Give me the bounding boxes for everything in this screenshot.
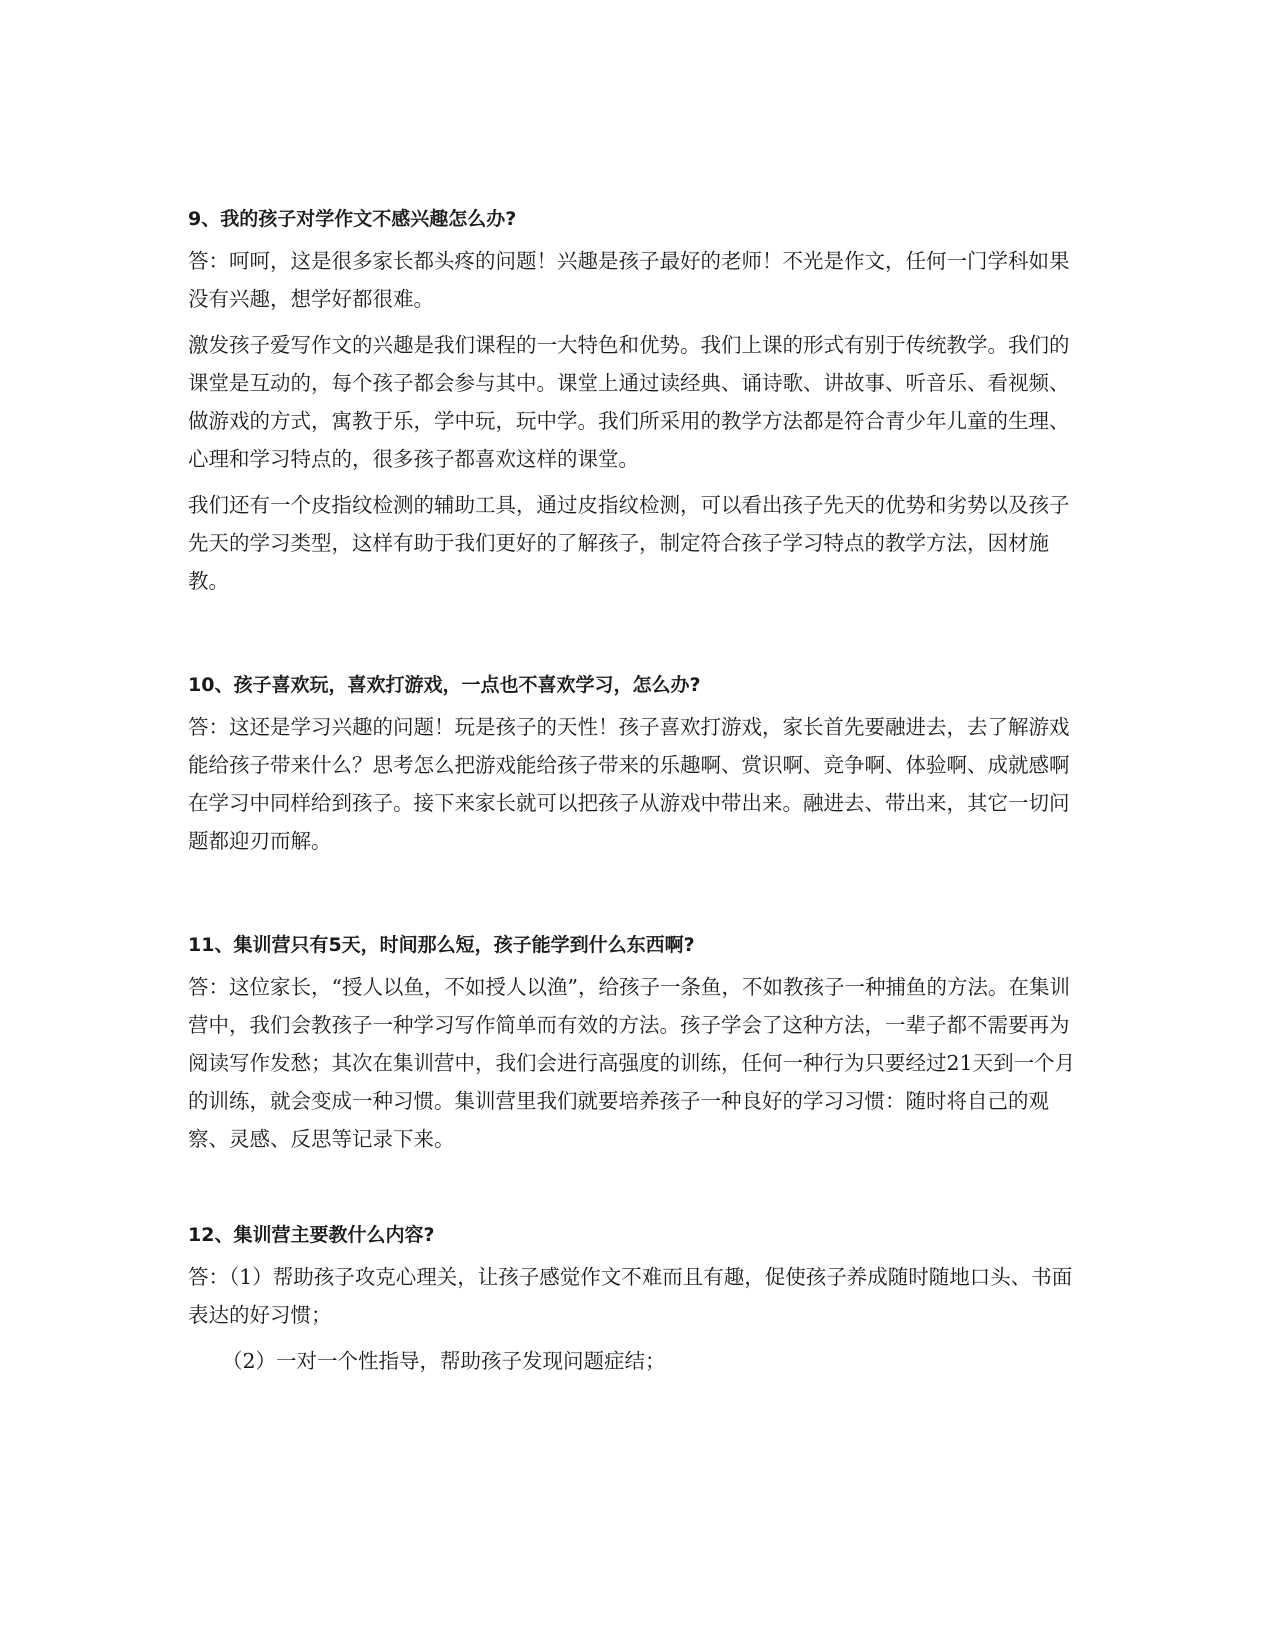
answer-paragraph: 答：这还是学习兴趣的问题！玩是孩子的天性！孩子喜欢打游戏，家长首先要融进去，去了解游戏能给孩子带来什么？思考怎么把游戏能给孩子带来的乐趣啊、赏识啊、竞争啊、体验啊、成就感啊在学习中同样给到孩子。接下来家长就可以把孩子从游戏中带出来。融进去、带出来，其它一切问题都迎刃而解。 [188, 715, 1070, 853]
question-heading: 9、我的孩子对学作文不感兴趣怎么办? [188, 208, 517, 230]
qa-section-11 [188, 926, 1088, 1158]
section-spacer [188, 868, 1088, 926]
question-heading: 11、集训营只有5天，时间那么短，孩子能学到什么东西啊? [188, 934, 695, 956]
answer-paragraph: 我们还有一个皮指纹检测的辅助工具，通过皮指纹检测，可以看出孩子先天的优势和劣势以及孩子先天的学习类型，这样有助于我们更好的了解孩子，制定符合孩子学习特点的教学方法，因材施教。 [188, 493, 1070, 593]
qa-section-10 [188, 666, 1088, 860]
answer-paragraph: 激发孩子爱写作文的兴趣是我们课程的一大特色和优势。我们上课的形式有别于传统教学。我们的课堂是互动的，每个孩子都会参与其中。课堂上通过读经典、诵诗歌、讲故事、听音乐、看视频、做游戏的方式，寓教于乐，学中玩，玩中学。我们所采用的教学方法都是符合青少年儿童的生理、心理和学习特点的，很多孩子都喜欢这样的课堂。 [188, 333, 1070, 471]
qa-section-9 [188, 200, 1088, 600]
qa-section-12 [188, 1216, 1088, 1380]
answer-paragraph: 答：（1）帮助孩子攻克心理关，让孩子感觉作文不难而且有趣，促使孩子养成随时随地口头、书面表达的好习惯； [188, 1265, 1073, 1327]
section-spacer [188, 608, 1088, 666]
answer-paragraph: （2）一对一个性指导，帮助孩子发现问题症结； [222, 1349, 666, 1373]
section-spacer [188, 1166, 1088, 1216]
answer-paragraph: 答：呵呵，这是很多家长都头疼的问题！兴趣是孩子最好的老师！不光是作文，任何一门学科如果没有兴趣，想学好都很难。 [188, 249, 1070, 311]
question-heading: 10、孩子喜欢玩，喜欢打游戏，一点也不喜欢学习，怎么办? [188, 674, 701, 696]
question-heading: 12、集训营主要教什么内容? [188, 1224, 435, 1246]
document-page [188, 200, 1088, 1388]
answer-paragraph: 答：这位家长，“授人以鱼，不如授人以渔”，给孩子一条鱼，不如教孩子一种捕鱼的方法。在集训营中，我们会教孩子一种学习写作简单而有效的方法。孩子学会了这种方法，一辈子都不需要再为阅读写作发愁；其次在集训营中，我们会进行高强度的训练，任何一种行为只要经过21天到一个月的训练，就会变成一种习惯。集训营里我们就要培养孩子一种良好的学习习惯：随时将自己的观察、灵感、反思等记录下来。 [188, 975, 1076, 1151]
